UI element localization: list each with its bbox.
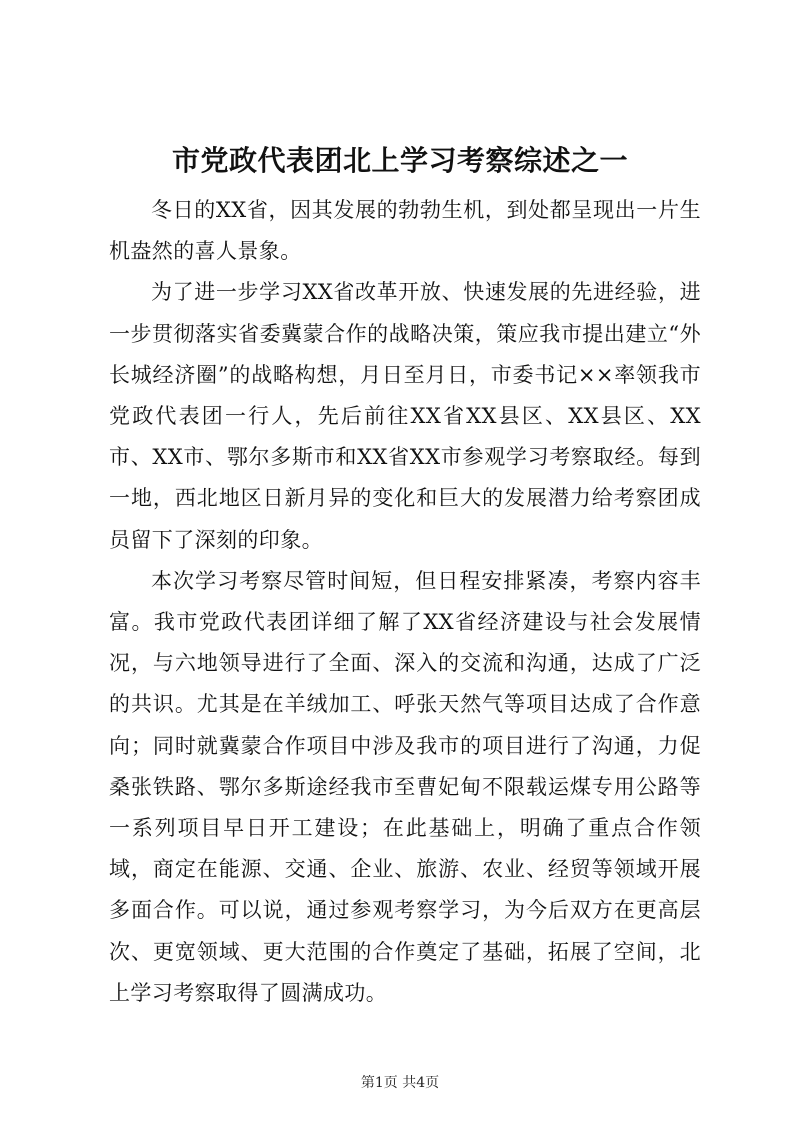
paragraph-1: 冬日的XX省，因其发展的勃勃生机，到处都呈现出一片生机盎然的喜人景象。 — [109, 198, 701, 264]
paragraph-2: 为了进一步学习XX省改革开放、快速发展的先进经验，进一步贯彻落实省委冀蒙合作的战略决策，策应我市提出建立“外长城经济圈”的战略构想，月日至月日，市委书记××率领我市党政代表团一行人，先后前往XX省XX县区、XX县区、XX市、XX市、鄂尔多斯市和XX省XX市参观学习考察取经。每到一地，西北地区日新月异的变化和巨大的发展潜力给考察团成员留下了深刻的印象。 — [109, 280, 701, 552]
paragraph-3: 本次学习考察尽管时间短，但日程安排紧凑，考察内容丰富。我市党政代表团详细了解了XX省经济建设与社会发展情况，与六地领导进行了全面、深入的交流和沟通，达成了广泛的共识。尤其是在羊绒加工、呼张天然气等项目达成了合作意向；同时就冀蒙合作项目中涉及我市的项目进行了沟通，力促桑张铁路、鄂尔多斯途经我市至曹妃甸不限载运煤专用公路等一系列项目早日开工建设；在此基础上，明确了重点合作领域，商定在能源、交通、企业、旅游、农业、经贸等领域开展多面合作。可以说，通过参观考察学习，为今后双方在更高层次、更宽领域、更大范围的合作奠定了基础，拓展了空间，北上学习考察取得了圆满成功。 — [109, 568, 701, 1005]
document-title: 市党政代表团北上学习考察综述之一 — [171, 144, 628, 177]
page-footer: 第1页 共4页 — [360, 1075, 440, 1091]
document-body — [109, 190, 701, 1014]
